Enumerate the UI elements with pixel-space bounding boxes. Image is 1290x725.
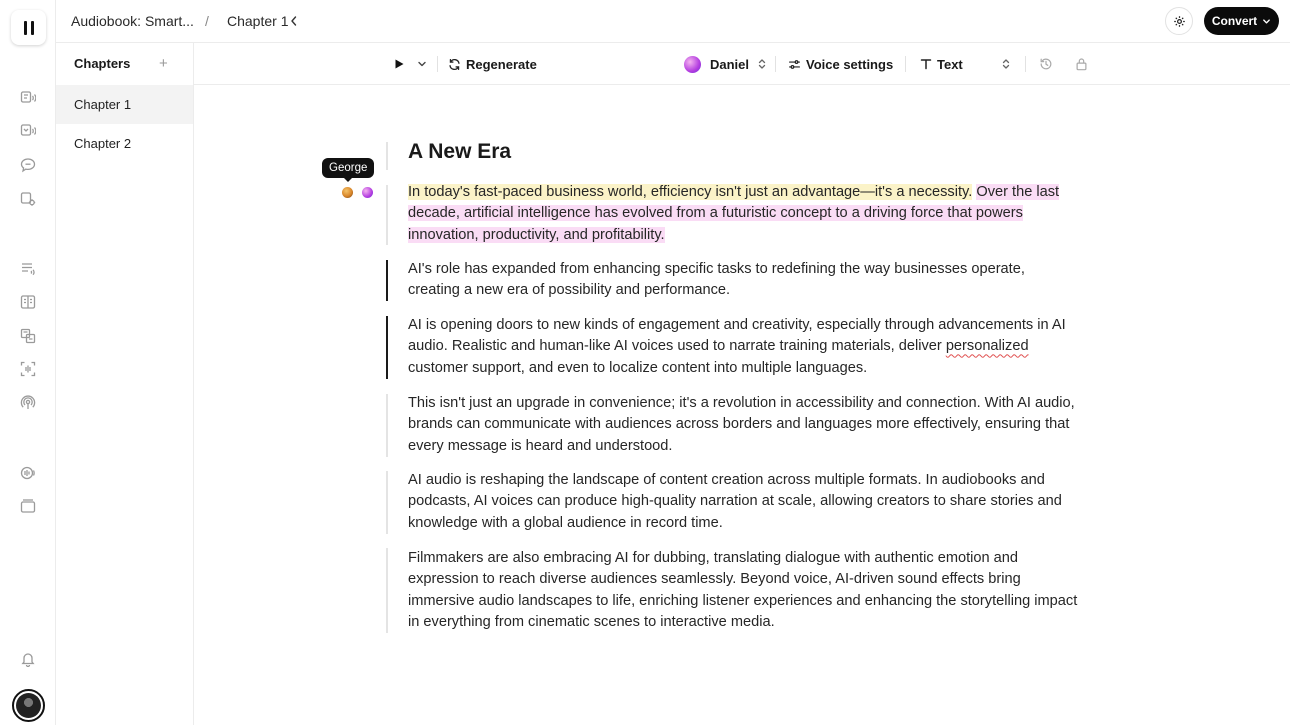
studio-icon[interactable]: [19, 260, 37, 278]
play-button[interactable]: [393, 43, 405, 85]
paragraph-3[interactable]: [408, 315, 1078, 379]
block-indicator: [386, 394, 388, 457]
lock-button[interactable]: [1075, 43, 1088, 85]
toolbar-divider: [1025, 56, 1026, 72]
lock-icon: [1075, 57, 1088, 71]
chapters-panel: [56, 43, 194, 725]
toolbar-divider: [775, 56, 776, 72]
regenerate-button[interactable]: [448, 43, 537, 85]
paragraph-4[interactable]: This isn't just an upgrade in convenience; it's a revolution in accessibility and connection. With AI audio, brands can communicate with audiences across borders and languages more effectively, ensuring that every message is heard and understood.: [408, 395, 1075, 454]
toolbar-divider: [437, 56, 438, 72]
speaker-daniel-avatar[interactable]: [362, 187, 373, 198]
breadcrumb-separator: /: [205, 13, 209, 29]
chevron-left-icon[interactable]: [289, 15, 299, 27]
sliders-icon: [788, 58, 801, 71]
voice-selector[interactable]: [684, 43, 767, 85]
podcast-icon[interactable]: [19, 394, 37, 412]
voice-settings-label: Voice settings: [806, 56, 894, 72]
gear-icon: [1173, 15, 1186, 28]
highlighted-sentence: In today's fast-paced business world, efficiency isn't just an advantage—it's a necessity.: [408, 184, 973, 200]
speaker-george-avatar[interactable]: [342, 187, 353, 198]
text-type-icon: [920, 58, 932, 70]
paragraph-5[interactable]: AI audio is reshaping the landscape of content creation across multiple formats. In audiobooks and podcasts, AI voices can produce high-quality narration at scale, allowing creators to share stories and knowledge with a global audience in record time.: [408, 472, 1062, 531]
voice-name: Daniel: [710, 56, 750, 72]
avatar-image: [16, 693, 41, 718]
logo-bar: [31, 21, 34, 35]
paragraph-1[interactable]: [408, 182, 1078, 246]
settings-button[interactable]: [1165, 7, 1193, 35]
block-indicator: [386, 142, 388, 170]
paragraph-6[interactable]: Filmmakers are also embracing AI for dubbing, translating dialogue with authentic emotion and expression to reach diverse audiences seamlessly. Beyond voice, AI-driven sound effects bring immersive audio landscapes to life, enriching listener experiences and enhancing the storytelling impact in everything from cinematic scenes to interactive media.: [408, 550, 1078, 630]
voice-settings-icon[interactable]: [19, 190, 37, 208]
paragraph-text: customer support, and even to localize content into multiple languages.: [408, 359, 868, 376]
voice-isolator-icon[interactable]: [19, 360, 37, 378]
block-indicator: [386, 260, 388, 301]
refresh-icon: [448, 58, 461, 71]
chapter-item-1[interactable]: Chapter 1: [56, 85, 193, 124]
chapter-item-2[interactable]: Chapter 2: [74, 136, 132, 151]
paragraph-text: AI is opening doors to new kinds of engagement and creativity, especially through advancements in AI audio. Realistic and human-like AI voices used to narrate training materials, deliver: [408, 317, 1066, 355]
app-sidebar: [0, 0, 56, 725]
regenerate-label: Regenerate: [466, 56, 537, 72]
voice-changer-icon[interactable]: [19, 122, 37, 140]
toolbar-divider: [905, 56, 906, 72]
text-to-speech-icon[interactable]: [19, 89, 37, 107]
top-bar: [56, 0, 1290, 43]
chevron-down-icon: [1262, 17, 1271, 26]
history-button[interactable]: [1039, 43, 1053, 85]
logo-bar: [24, 21, 27, 35]
breadcrumb-chapter[interactable]: Chapter 1: [227, 13, 289, 29]
projects-icon[interactable]: [19, 293, 37, 311]
editor-area[interactable]: [194, 85, 1290, 725]
text-mode-toggle[interactable]: [1001, 43, 1011, 85]
block-indicator: [386, 185, 388, 245]
history-icon: [1039, 57, 1053, 71]
chevron-down-icon: [417, 59, 427, 69]
play-options-button[interactable]: [417, 43, 427, 85]
editor-toolbar: [194, 43, 1290, 85]
chevron-updown-icon: [1001, 58, 1011, 70]
paragraph-2[interactable]: AI's role has expanded from enhancing specific tasks to redefining the way businesses operate, creating a new era of possibility and performance.: [408, 261, 1025, 299]
highlighted-sentence: Over the last decade, artificial intelligence has evolved from a futuristic concept to a driving force that powers innovation, productivity, and profitability.: [408, 184, 1060, 243]
chapter-title[interactable]: A New Era: [408, 140, 512, 163]
user-avatar[interactable]: [12, 689, 45, 722]
sound-effects-icon[interactable]: [19, 464, 37, 482]
block-indicator: [386, 471, 388, 534]
chapters-heading: Chapters: [74, 56, 131, 71]
dubbing-icon[interactable]: [19, 327, 37, 345]
add-chapter-button[interactable]: +: [159, 55, 168, 72]
convert-button[interactable]: [1204, 7, 1279, 35]
app-logo[interactable]: [11, 10, 46, 45]
voice-avatar-icon: [684, 56, 701, 73]
notifications-icon[interactable]: [19, 650, 37, 668]
conversational-ai-icon[interactable]: [19, 156, 37, 174]
library-icon[interactable]: [19, 497, 37, 515]
voice-settings-button[interactable]: [788, 43, 893, 85]
chevron-updown-icon: [757, 58, 767, 70]
text-mode-label: Text: [937, 56, 963, 72]
block-indicator: [386, 548, 388, 633]
convert-label: Convert: [1211, 14, 1258, 28]
misspelled-word[interactable]: personalized: [945, 338, 1029, 355]
breadcrumb-project[interactable]: Audiobook: Smart...: [71, 13, 194, 29]
block-indicator: [386, 316, 388, 379]
text-mode-selector[interactable]: [920, 43, 963, 85]
play-icon: [393, 58, 405, 70]
speaker-tooltip: George: [322, 158, 374, 178]
